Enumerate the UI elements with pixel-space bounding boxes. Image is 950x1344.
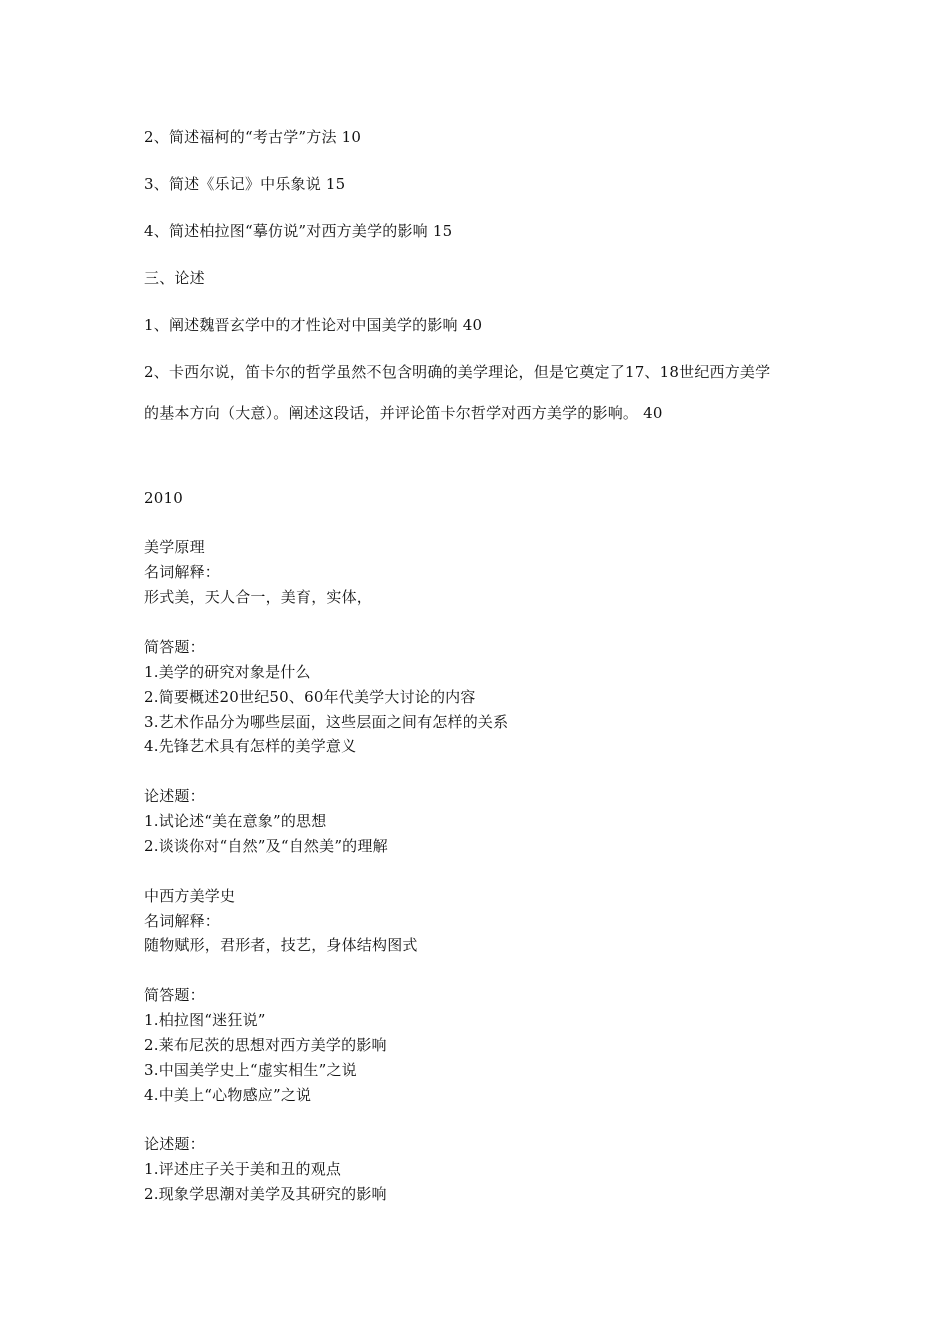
subject-title: 美学原理 bbox=[144, 538, 205, 556]
list-item: 1.柏拉图“迷狂说” bbox=[144, 1011, 266, 1029]
terms-heading: 名词解释： bbox=[144, 912, 221, 930]
question-line: 的基本方向（大意）。阐述这段话，并评论笛卡尔哲学对西方美学的影响。 40 bbox=[144, 404, 663, 422]
short-answer-heading: 简答题： bbox=[144, 986, 205, 1004]
list-item: 4.中美上“心物感应”之说 bbox=[144, 1086, 312, 1104]
question-line: 1、阐述魏晋玄学中的才性论对中国美学的影响 40 bbox=[144, 316, 483, 334]
list-item: 2.简要概述20世纪50、60年代美学大讨论的内容 bbox=[144, 688, 476, 706]
terms-heading: 名词解释： bbox=[144, 563, 221, 581]
list-item: 2.莱布尼茨的思想对西方美学的影响 bbox=[144, 1036, 387, 1054]
list-item: 3.中国美学史上“虚实相生”之说 bbox=[144, 1061, 357, 1079]
short-answer-heading: 简答题： bbox=[144, 638, 205, 656]
list-item: 1.评述庄子关于美和丑的观点 bbox=[144, 1160, 342, 1178]
year-heading: 2010 bbox=[144, 489, 183, 507]
question-line: 3、简述《乐记》中乐象说 15 bbox=[144, 175, 346, 193]
question-line: 2、卡西尔说，笛卡尔的哲学虽然不包含明确的美学理论，但是它奠定了17、18世纪西方美学 bbox=[144, 363, 771, 381]
list-item: 3.艺术作品分为哪些层面，这些层面之间有怎样的关系 bbox=[144, 713, 509, 731]
list-item: 1.美学的研究对象是什么 bbox=[144, 663, 311, 681]
terms-list: 形式美，天人合一，美育，实体， bbox=[144, 588, 373, 606]
terms-list: 随物赋形，君形者，技艺，身体结构图式 bbox=[144, 936, 418, 954]
essay-heading: 论述题： bbox=[144, 787, 205, 805]
subject-title: 中西方美学史 bbox=[144, 887, 236, 905]
list-item: 2.现象学思潮对美学及其研究的影响 bbox=[144, 1185, 387, 1203]
list-item: 1.试论述“美在意象”的思想 bbox=[144, 812, 327, 830]
list-item: 2.谈谈你对“自然”及“自然美”的理解 bbox=[144, 837, 388, 855]
section-heading: 三、论述 bbox=[144, 269, 205, 287]
essay-heading: 论述题： bbox=[144, 1135, 205, 1153]
list-item: 4.先锋艺术具有怎样的美学意义 bbox=[144, 737, 357, 755]
question-line: 2、简述福柯的“考古学”方法 10 bbox=[144, 128, 362, 146]
question-line: 4、简述柏拉图“摹仿说”对西方美学的影响 15 bbox=[144, 222, 453, 240]
